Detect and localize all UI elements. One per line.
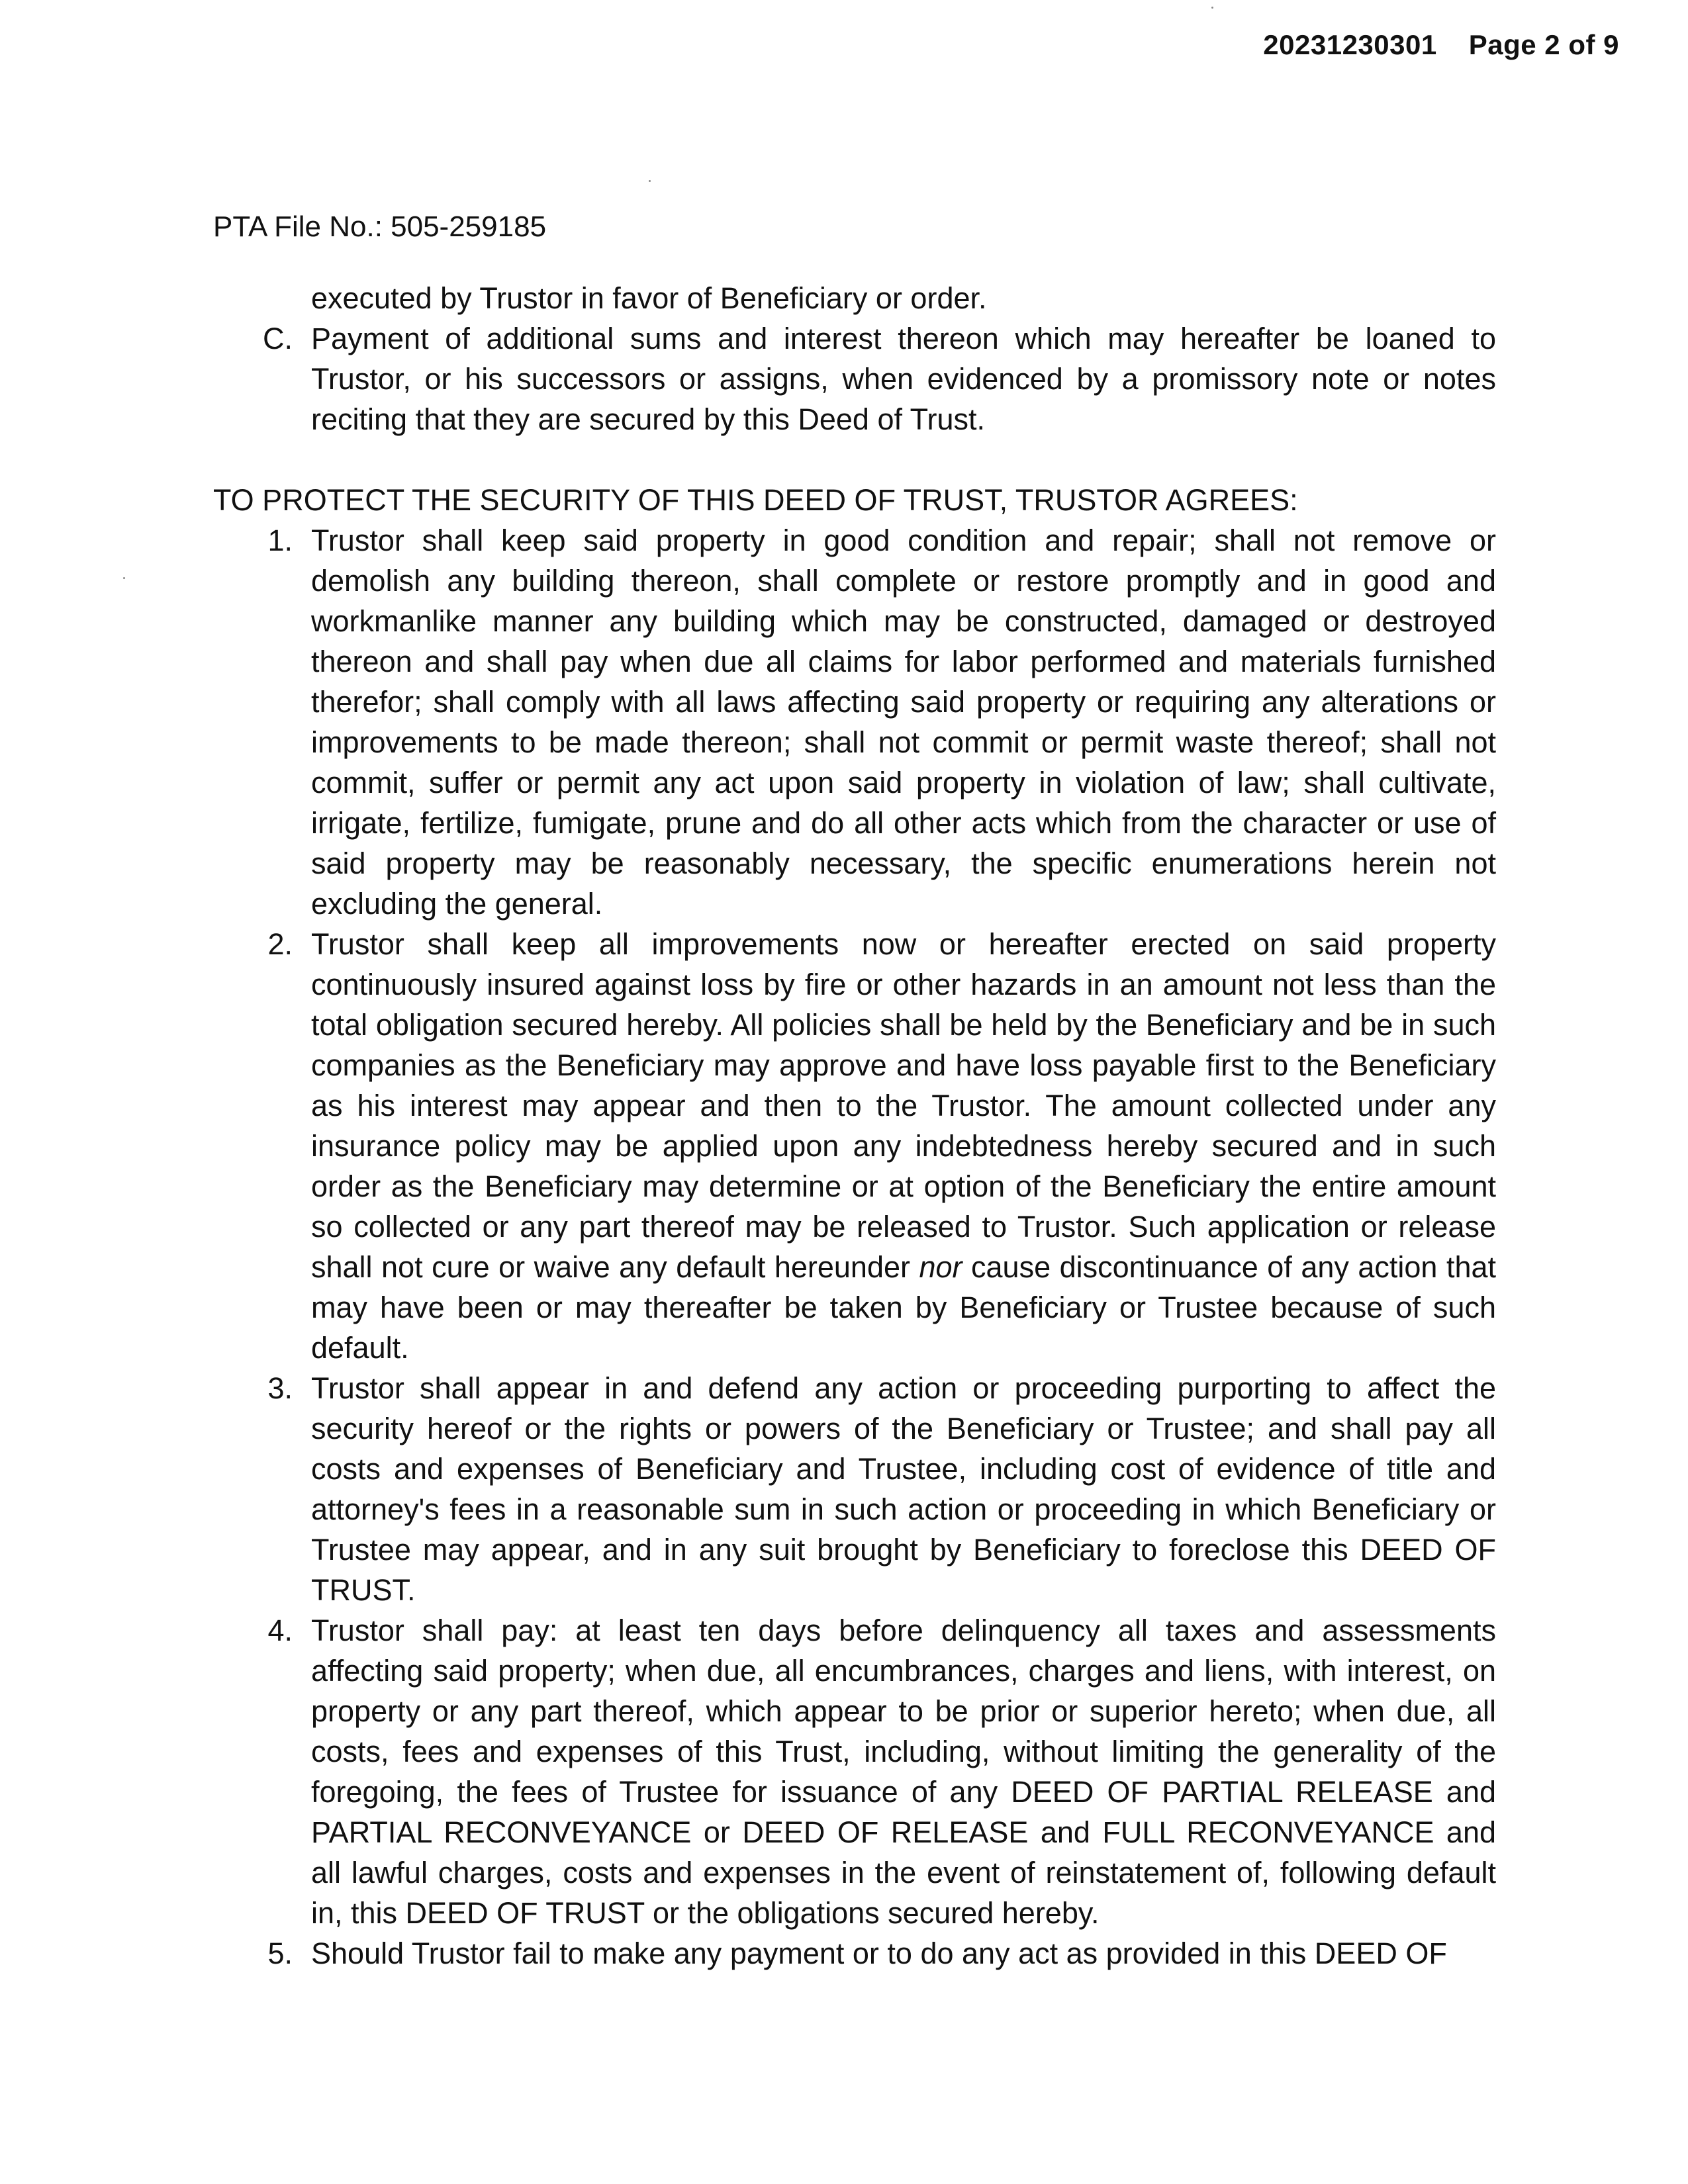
numbered-item-1 [213, 520, 1496, 924]
italic-word: nor [919, 1250, 962, 1284]
item-text-part: cause discontinuance of any action that may have been or may thereafter be taken by Beneficiary or Trustee because of such default. [311, 1250, 1497, 1365]
numbered-item-3 [213, 1368, 1496, 1610]
item-text: Trustor shall keep said property in good condition and repair; shall not remove or demolish any building thereon, shall complete or restore promptly and in good and workmanlike manner any building which may be constructed, damaged or destroyed thereon and shall pay when due all claims for labor performed and materials furnished therefor; shall comply with all laws affecting said property or requiring any alterations or improvements to be made thereon; shall not commit or permit waste thereof; shall not commit, suffer or permit any act upon said property in violation of law; shall cultivate, irrigate, fertilize, fumigate, prune and do all other acts which from the character or use of said property may be reasonably necessary, the specific enumerations herein not excluding the general. [311, 523, 1496, 921]
item-marker: 1. [267, 523, 293, 557]
item-text: Trustor shall appear in and defend any action or proceeding purporting to affect the security hereof or the rights or powers of the Beneficiary or Trustee; and shall pay all costs and expenses of Beneficiary and Trustee, including cost of evidence of title and attorney's fees in a reasonable sum in such action or proceeding in which Beneficiary or Trustee may appear, and in any suit brought by Beneficiary to foreclose this DEED OF TRUST. [311, 1371, 1496, 1607]
lettered-item [213, 318, 1496, 439]
item-marker: 5. [267, 1936, 293, 1970]
item-marker: 3. [267, 1371, 293, 1405]
scan-artifact [649, 180, 651, 182]
numbered-item-4 [213, 1610, 1496, 1933]
item-text: Should Trustor fail to make any payment or to do any act as provided in this DEED OF [311, 1936, 1447, 1970]
item-text: Trustor shall pay: at least ten days before delinquency all taxes and assessments affecting said property; when due, all encumbrances, charges and liens, with interest, on property or any part thereof, which appear to be prior or superior hereto; when due, all costs, fees and expenses of this Trust, including, without limiting the generality of the foregoing, the fees of Trustee for issuance of any DEED OF PARTIAL RELEASE and PARTIAL RECONVEYANCE or DEED OF RELEASE and FULL RECONVEYANCE and all lawful charges, costs and expenses in the event of reinstatement of, following default in, this DEED OF TRUST or the obligations secured hereby. [311, 1614, 1496, 1930]
page-indicator: Page 2 of 9 [1468, 29, 1619, 60]
item-marker: C. [263, 322, 293, 355]
scan-artifact [123, 577, 125, 579]
file-reference: PTA File No.: 505-259185 [213, 210, 547, 243]
item-text [311, 924, 1496, 1368]
item-text-part: Trustor shall keep all improvements now or hereafter erected on said property continuously insured against loss by fire or other hazards in an amount not less than the total obligation secured hereby. All policies shall be held by the Beneficiary and be in such companies as the Beneficiary may approve and have loss payable first to the Beneficiary as his interest may appear and then to the Trustor. The amount collected under any insurance policy may be applied upon any indebtedness hereby secured and in such order as the Beneficiary may determine or at option of the Beneficiary the entire amount so collected or any part thereof may be released to Trustor. Such application or release shall not cure or waive any default hereunder [311, 927, 1496, 1284]
continuation-line: executed by Trustor in favor of Beneficiary or order. [311, 281, 987, 315]
item-marker: 4. [267, 1614, 293, 1647]
numbered-item-5 [213, 1933, 1496, 1974]
numbered-item-2 [213, 924, 1496, 1368]
document-body [213, 278, 1496, 1974]
document-number: 20231230301 [1263, 29, 1437, 60]
section-heading: TO PROTECT THE SECURITY OF THIS DEED OF TRUST, TRUSTOR AGREES: [213, 483, 1298, 517]
scan-artifact [1211, 7, 1213, 9]
page-header [1263, 29, 1619, 61]
item-text: Payment of additional sums and interest thereon which may hereafter be loaned to Trustor, or his successors or assigns, when evidenced by a promissory note or notes reciting that they are secured by this Deed of Trust. [311, 322, 1496, 436]
item-marker: 2. [267, 927, 293, 961]
